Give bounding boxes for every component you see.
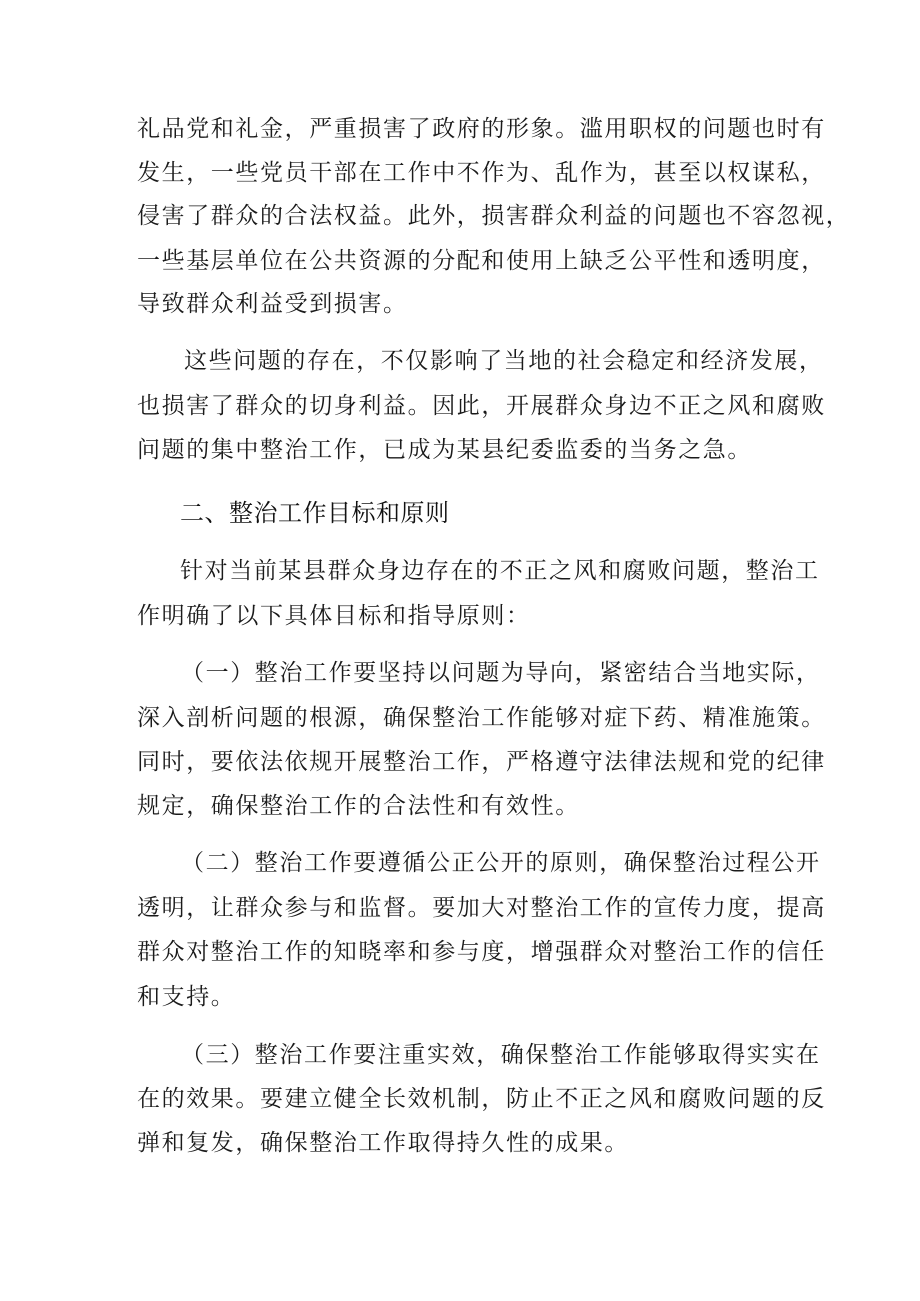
- text-line: 问题的集中整治工作，已成为某县纪委监委的当务之急。: [137, 437, 752, 463]
- text-line: 在的效果。要建立健全长效机制，防止不正之风和腐败问题的反: [137, 1086, 826, 1112]
- text-line: 侵害了群众的合法权益。此外，损害群众利益的问题也不容忽视，: [137, 203, 851, 229]
- section-heading: 二、整治工作目标和原则: [180, 499, 450, 527]
- text-line: 同时，要依法依规开展整治工作，严格遵守法律法规和党的纪律: [137, 749, 826, 775]
- text-line: 弹和复发，确保整治工作取得持久性的成果。: [137, 1130, 629, 1156]
- text-line: 规定，确保整治工作的合法性和有效性。: [137, 793, 580, 819]
- text-line: （三）整治工作要注重实效，确保整治工作能够取得实实在: [181, 1042, 821, 1068]
- text-line: （二）整治工作要遵循公正公开的原则，确保整治过程公开: [181, 850, 821, 876]
- text-line: 群众对整治工作的知晓率和参与度，增强群众对整治工作的信任: [137, 939, 826, 965]
- text-line: 深入剖析问题的根源，确保整治工作能够对症下药、精准施策。: [137, 705, 826, 731]
- text-line: 礼品党和礼金，严重损害了政府的形象。滥用职权的问题也时有: [137, 116, 826, 142]
- text-line: 一些基层单位在公共资源的分配和使用上缺乏公平性和透明度，: [137, 248, 826, 274]
- text-line: 透明，让群众参与和监督。要加大对整治工作的宣传力度，提高: [137, 895, 826, 921]
- text-line: 也损害了群众的切身利益。因此，开展群众身边不正之风和腐败: [137, 393, 826, 419]
- text-line: 针对当前某县群众身边存在的不正之风和腐败问题，整治工: [180, 558, 820, 584]
- text-line: 这些问题的存在，不仅影响了当地的社会稳定和经济发展，: [184, 348, 824, 374]
- text-line: 和支持。: [137, 984, 236, 1010]
- text-line: 导致群众利益受到损害。: [137, 291, 408, 317]
- text-line: （一）整治工作要坚持以问题为导向，紧密结合当地实际，: [181, 660, 821, 686]
- text-line: 作明确了以下具体目标和指导原则：: [137, 603, 531, 629]
- text-line: 发生，一些党员干部在工作中不作为、乱作为，甚至以权谋私，: [137, 160, 826, 186]
